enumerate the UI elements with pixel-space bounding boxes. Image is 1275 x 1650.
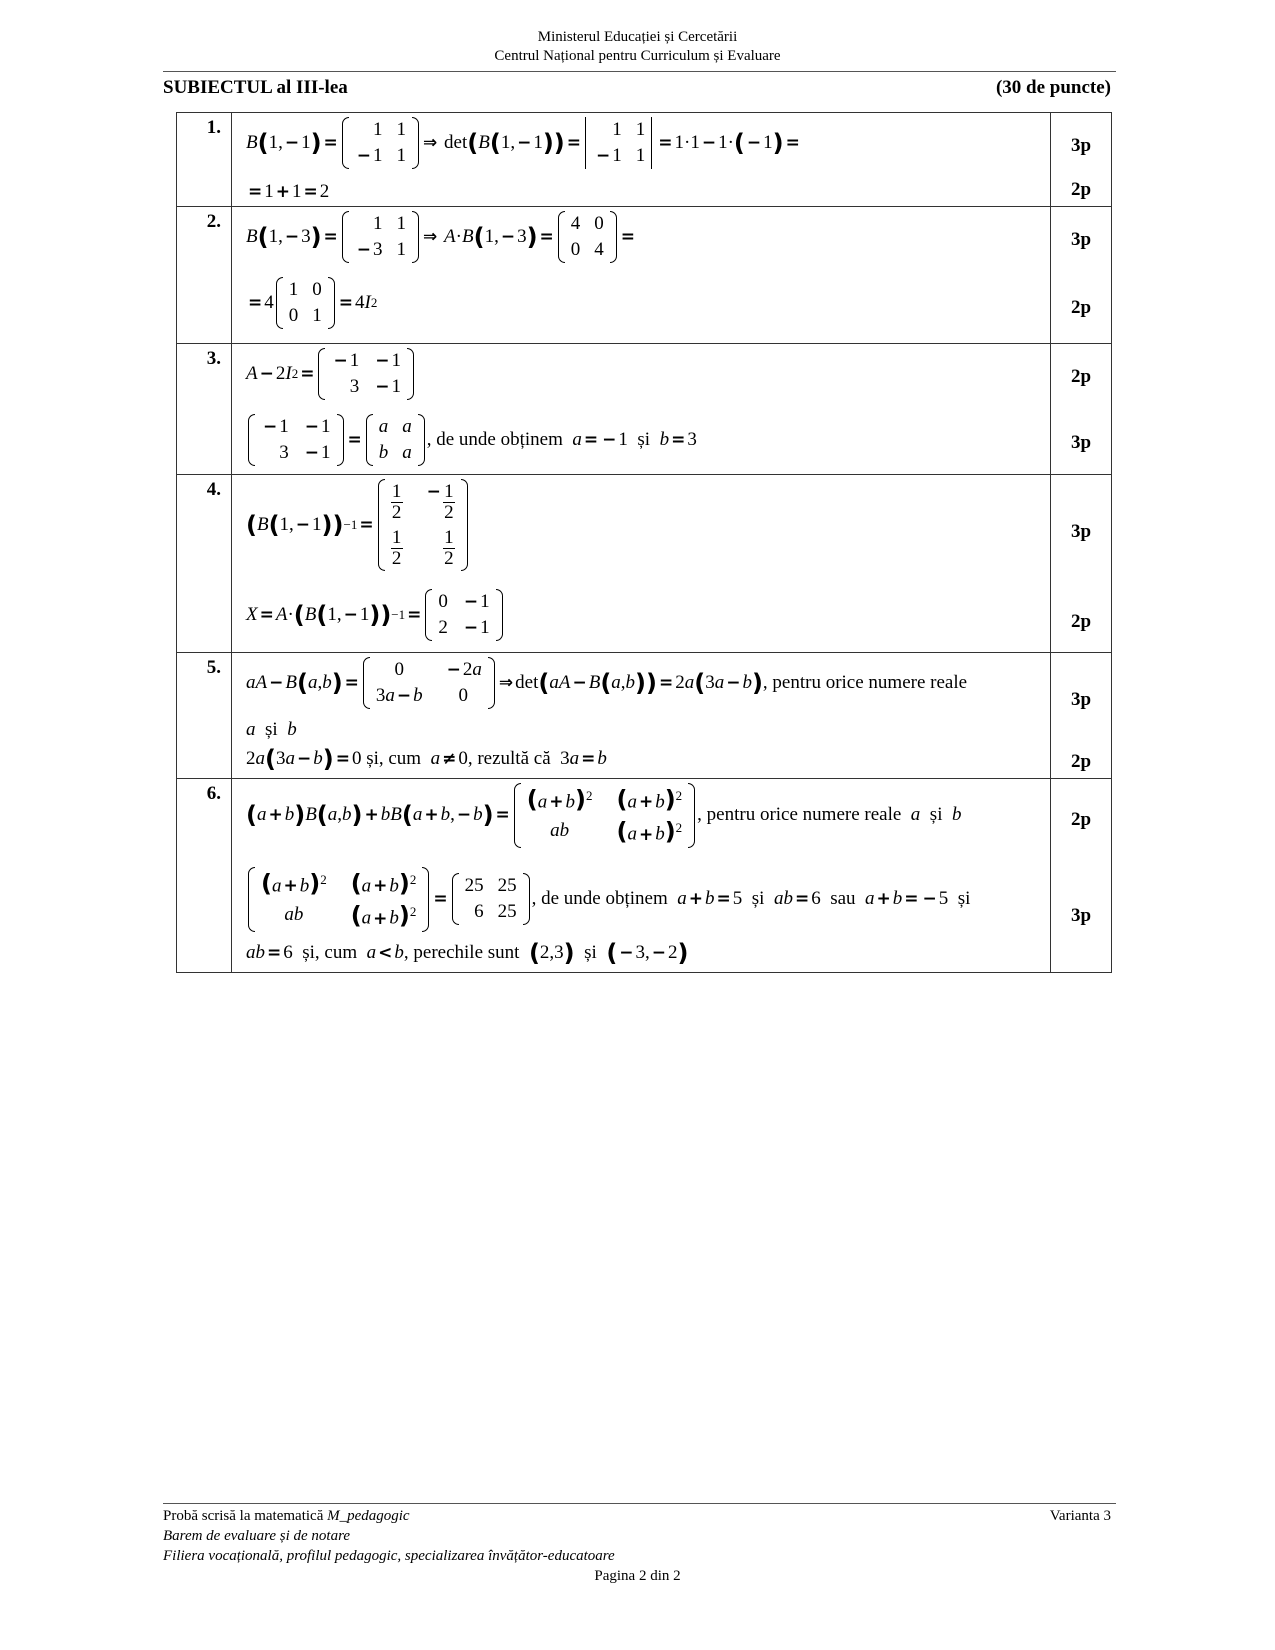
footer-barem: Barem de evaluare și de notare [163, 1528, 351, 1544]
item-number: 1. [177, 113, 232, 207]
table-row-1 [177, 113, 1112, 207]
item-points: 3p 2p [1051, 475, 1112, 653]
item-number: 6. [177, 779, 232, 973]
item-points: 3p 2p [1051, 207, 1112, 344]
solution-line: B ( 1, − 1 ) = 1 1 − 1 1 ⇒ det ( B ( 1, − 1 )) = 1 1 − 1 1 = 1·1 − 1· ( − 1 ) = [246, 117, 802, 169]
table-row-5 [177, 653, 1112, 779]
solution-line: $(a + b)^2$ $(a + b)^2$ ab $(a + b)^2$ = 25 25 6 25 , de unde obținem a + b = 5 și ab = 6 sau a + b = − 5 și [246, 867, 970, 932]
item-solution-3 [232, 344, 1051, 475]
item-solution-2 [232, 207, 1051, 344]
item-points: 3p 2p [1051, 113, 1112, 207]
table-row-2 [177, 207, 1112, 344]
footer-exam: Probă scrisă la matematică M_pedagogic [163, 1508, 410, 1524]
footer-page-number: Pagina 2 din 2 [594, 1568, 681, 1584]
item-solution-1 [232, 113, 1051, 207]
solution-line: = 1 + 1 = 2 [248, 181, 330, 202]
item-solution-4 [232, 475, 1051, 653]
solution-line: = 4 1 0 0 1 = 4 I 2 [246, 277, 377, 329]
solution-line: ( B ( 1, − 1 )) −1 = $\frac{1}{2}$ − $\frac{1}{2}$ $\frac{1}{2}$ $\frac{1}{2}$ [246, 479, 470, 571]
solution-line: aA − B ( a , b ) = 0 − 2a 3a − b 0 ⇒ det ( aA − B ( a , b )) = 2 a ( 3 a − b ) , pentru orice numere reale [246, 657, 967, 709]
item-number: 5. [177, 653, 232, 779]
solution-line: ( a + b ) B ( a , b ) + bB ( a + b , − b ) = $(a + b)^2$ $(a + b)^2$ ab $(a + b)^2$ , pentru orice numere reale a și b [246, 783, 961, 848]
item-solution-5 [232, 653, 1051, 779]
footer-rule [163, 1503, 1116, 1504]
item-points: 3p 2p [1051, 653, 1112, 779]
solution-line: − 1 − 1 3 − 1 = a a b a , de unde obținem a = − 1 și b = 3 [246, 414, 697, 466]
solution-line: A − 2 I 2 = − 1 − 1 3 − 1 [246, 348, 416, 400]
solution-line: ab = 6 și, cum a < b , perechile sunt ( 2,3 ) și ( − 3, − 2 ) [246, 939, 689, 967]
item-number: 3. [177, 344, 232, 475]
item-points: 2p 3p [1051, 779, 1112, 973]
table-row-3 [177, 344, 1112, 475]
solution-line: a și b [246, 719, 297, 740]
header-rule [163, 71, 1116, 72]
solution-line: X = A · ( B ( 1, − 1 )) −1 = 0 − 1 2 − 1 [246, 589, 505, 641]
header-center: Centrul Național pentru Curriculum și Evaluare [494, 48, 781, 64]
section-points: (30 de puncte) [995, 77, 1111, 98]
table-row-6 [177, 779, 1112, 973]
table-row-4 [177, 475, 1112, 653]
section-title: SUBIECTUL al III-lea [163, 77, 348, 98]
grading-table [176, 112, 1112, 973]
solution-line: 2 a ( 3 a − b ) = 0 și, cum a ≠ 0 , rezultă că 3 a = b [246, 745, 607, 773]
item-solution-6 [232, 779, 1051, 973]
footer-specialization: Filiera vocațională, profilul pedagogic, specializarea învățător-educatoare [163, 1548, 615, 1564]
solution-line: B ( 1, − 3 ) = 1 1 − 3 1 ⇒ A · B ( 1, − 3 ) = 4 0 0 4 = [246, 211, 637, 263]
item-points: 2p 3p [1051, 344, 1112, 475]
item-number: 4. [177, 475, 232, 653]
footer-variant: Varianta 3 [1049, 1508, 1111, 1524]
item-number: 2. [177, 207, 232, 344]
header-ministry: Ministerul Educației și Cercetării [537, 29, 738, 45]
